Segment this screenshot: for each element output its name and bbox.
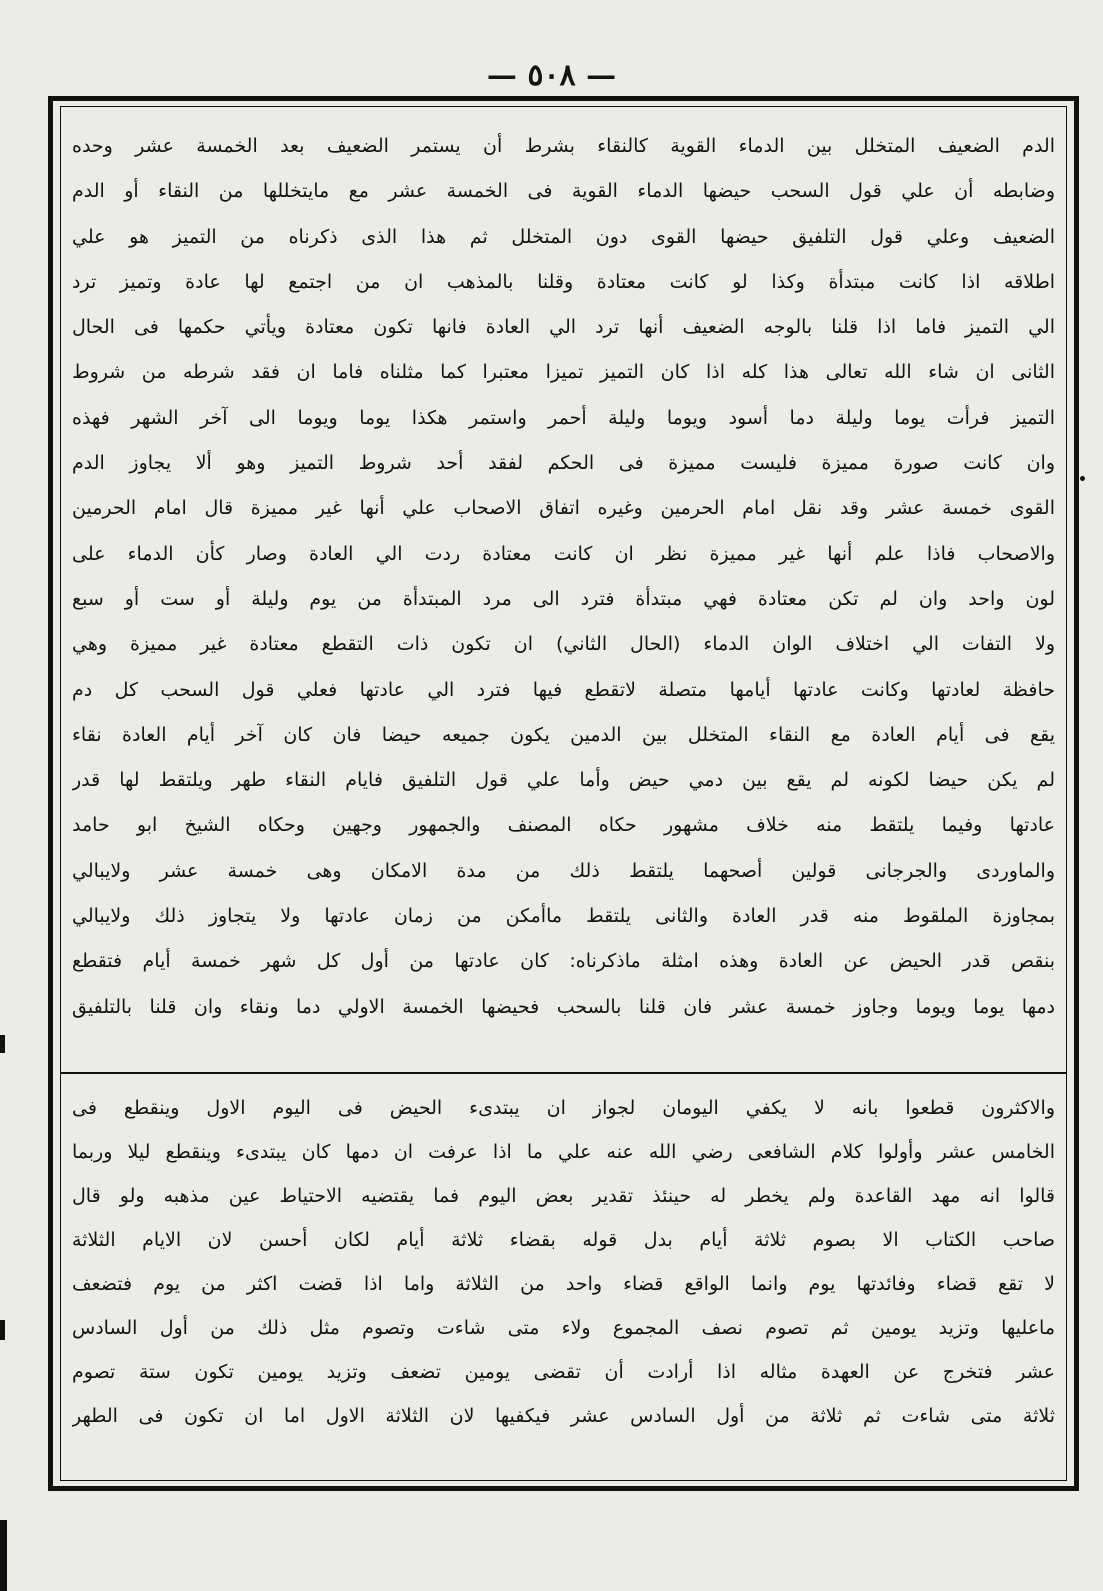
commentary-text-line: صاحب الكتاب الا بصوم ثلاثة أيام بدل قوله بقضاء ثلاثة أيام لكان أحسن لان الايام الثلاثة <box>72 1229 1055 1251</box>
main-text-line: حافظة لعادتها وكانت عادتها أيامها متصلة لاتقطع فيها فترد الي عادتها فعلي قول السحب كل دم <box>72 678 1055 701</box>
scan-margin-mark <box>0 1320 5 1340</box>
main-text-block <box>72 124 1055 1030</box>
main-text-line: الضعيف وعلي قول التلفيق حيضها القوى دون المتخلل ثم هذا الذى ذكرناه من التميز هو علي <box>72 225 1055 248</box>
main-text-line: دمها يوما ويوما وجاوز خمسة عشر فان قلنا بالسحب فحيضها الخمسة الاولي دما ونقاء وان قلنا بالتلفيق <box>72 995 1055 1018</box>
main-text-line: بنقص قدر الحيض عن العادة وهذه امثلة ماذكرناه: كان عادتها من أول كل شهر خمسة أيام فتقطع <box>72 950 1055 973</box>
main-text-line: اطلاقه اذا كانت مبتدأة وكذا لو كانت معتادة وقلنا بالمذهب ان من اجتمع لها عادة وتميز ترد <box>72 270 1055 293</box>
scan-margin-mark <box>0 1520 7 1591</box>
commentary-text-line: ثلاثة متى شاءت ثم ثلاثة من أول السادس عشر فيكفيها لان الثلاثة الاول اما ان تكون فى الطهر <box>72 1405 1055 1427</box>
page-number: — ٥٠٨ — <box>486 58 617 93</box>
main-text-line: ولا التفات الي اختلاف الوان الدماء (الحال الثاني) ان تكون ذات التقطع معتادة غير مميزة وهي <box>72 633 1055 656</box>
main-text-line: بمجاوزة الملقوط منه قدر العادة والثانى يلتقط ماأمكن من زمان عادتها ولا يتجاوز ذلك ولايبالي <box>72 905 1055 928</box>
commentary-text-line: لا تقع قضاء وفائدتها يوم وانما الواقع قضاء واحد من الثلاثة واما اذا قضت اكثر من يوم فتضعف <box>72 1273 1055 1295</box>
main-text-line: الدم الضعيف المتخلل بين الدماء القوية كالنقاء بشرط أن يستمر الضعيف بعد الخمسة عشر وحده <box>72 135 1055 157</box>
commentary-text-line: قالوا انه مهد القاعدة ولم يخطر له حينئذ تقدير بعض اليوم فما يقتضيه الاحتياط عين مذهبه ولو قال <box>72 1185 1055 1207</box>
commentary-text-line: الخامس عشر وأولوا كلام الشافعى رضي الله عنه علي ما اذا عرفت ان دمها كان يبتدىء وينقطع ليلا وربما <box>72 1141 1055 1163</box>
main-text-line: يقع فى أيام العادة مع النقاء المتخلل بين الدمين يكون جميعه حيضا فان كان آخر أيام العادة نقاء <box>72 723 1055 746</box>
main-text-line: التميز فرأت يوما وليلة دما أسود ويوما وليلة أحمر واستمر هكذا يوما ويوما الى آخر الشهر فهذه <box>72 406 1055 429</box>
main-text-line: والماوردى والجرجانى قولين أصحهما يلتقط ذلك من مدة الامكان وهى خمسة عشر ولايبالي <box>72 859 1055 882</box>
main-text-line: لم يكن حيضا لكونه لم يقع بين دمي حيض وأما علي قول التلفيق فايام النقاء طهر ويلتقط لها قدر <box>72 769 1055 792</box>
main-text-line: الي التميز فاما اذا قلنا بالوجه الضعيف أنها ترد الي العادة فانها تكون معتادة ويأتي حكمها فى الحال <box>72 316 1055 339</box>
section-divider <box>60 1072 1067 1074</box>
main-text-line: والاصحاب فاذا علم أنها غير مميزة نظر ان كانت معتادة ردت الي العادة وصار كأن الدماء على <box>72 542 1055 565</box>
commentary-text-block <box>72 1086 1055 1438</box>
main-text-line: عادتها وفيما يلتقط منه خلاف مشهور حكاه المصنف والجمهور وجهين وحكاه الشيخ ابو حامد <box>72 814 1055 837</box>
main-text-line: الثانى ان شاء الله تعالى هذا كله اذا كان التميز تميزا معتبرا كما مثلناه فاما ان فقد شرطه من شروط <box>72 361 1055 384</box>
commentary-text-line: عشر فتخرج عن العهدة مثاله اذا أرادت أن تقضى يومين تضعف وتزيد يومين تكون ستة تصوم <box>72 1361 1055 1383</box>
main-text-line: القوى خمسة عشر وقد نقل امام الحرمين وغيره اتفاق الاصحاب علي أنها غير مميزة قال امام الحرمين <box>72 497 1055 520</box>
main-text-line: وان كانت صورة مميزة فليست مميزة فى الحكم لفقد أحد شروط التميز وهو ألا يجاوز الدم <box>72 452 1055 475</box>
main-text-line: لون واحد وان لم تكن معتادة فهي مبتدأة فترد الى مرد المبتدأة من يوم وليلة أو ست أو سبع <box>72 587 1055 610</box>
commentary-text-line: والاكثرون قطعوا بانه لا يكفي اليومان لجواز ان يبتدىء الحيض فى اليوم الاول وينقطع فى <box>72 1097 1055 1119</box>
main-text-line: وضابطه أن علي قول السحب حيضها الدماء القوية فى الخمسة عشر مع مايتخللها من النقاء أو الدم <box>72 180 1055 203</box>
scan-margin-mark <box>0 1035 5 1053</box>
scan-margin-mark <box>1080 476 1085 481</box>
commentary-text-line: ماعليها وتزيد يومين ثم تصوم نصف المجموع ولاء متى شاءت وتصوم مثل ذلك من أول السادس <box>72 1317 1055 1339</box>
